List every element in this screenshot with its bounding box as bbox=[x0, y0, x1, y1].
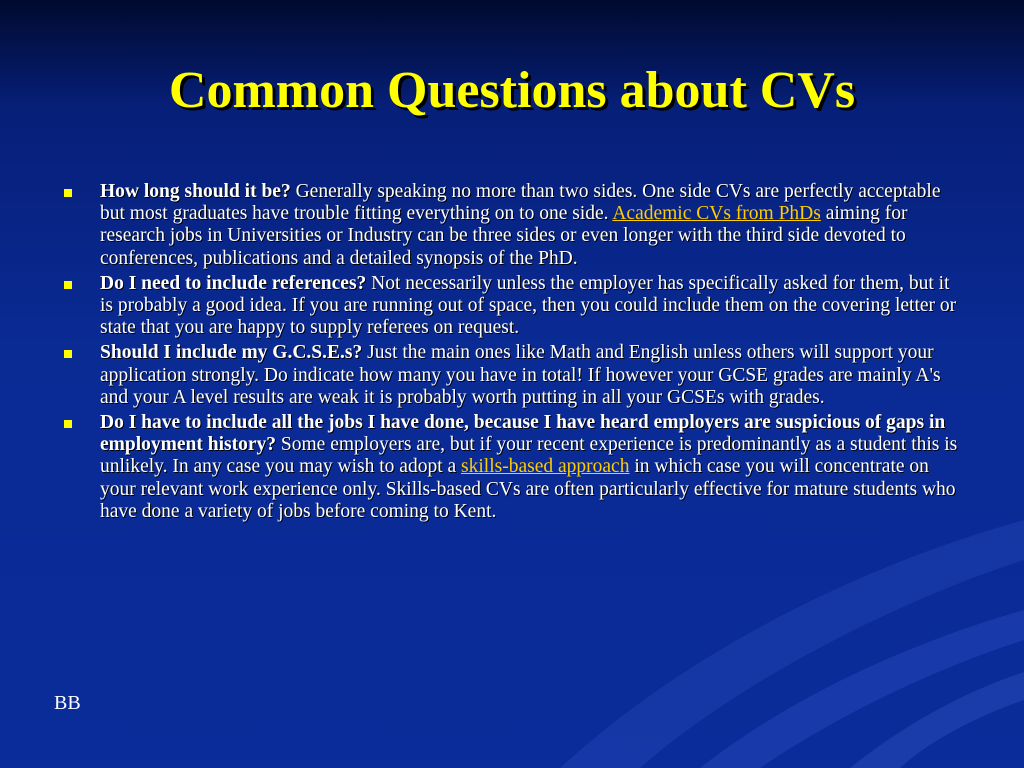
faq-answer-text: Some employers are, but if your recent experience is predominantly as a student this is unlikely. In any case you may wish to adopt a bbox=[100, 434, 958, 478]
faq-question: Do I have to include all the jobs I have done, because I have heard employers are suspicious of gaps in employment history? bbox=[100, 412, 946, 456]
faq-item-gcses bbox=[62, 342, 962, 409]
footer-initials: BB bbox=[54, 692, 81, 714]
slide-title: Common Questions about CVs bbox=[168, 62, 856, 119]
faq-question: How long should it be? bbox=[100, 181, 291, 202]
faq-answer-text: Just the main ones like Math and English unless others will support your application strongly. Do indicate how many you have in total! If however your GCSE grades are mainly A's and your A level results are weak it is probably worth putting in all your GCSEs with grades. bbox=[100, 342, 941, 408]
square-bullet-icon bbox=[64, 281, 72, 289]
faq-question: Do I need to include references? bbox=[100, 272, 367, 294]
faq-question: Should I include my G.C.S.E.s? bbox=[100, 342, 363, 364]
faq-answer-text: in which case you will concentrate on your relevant work experience only. Skills-based CVs are often particularly effective for mature students who have done a variety of jobs before coming to Kent. bbox=[100, 456, 956, 522]
academic-cvs-link[interactable]: Academic CVs from PhDs bbox=[612, 203, 821, 225]
faq-item-length bbox=[62, 181, 962, 270]
faq-item-jobs bbox=[62, 412, 962, 523]
faq-bullet-list bbox=[62, 181, 962, 526]
square-bullet-icon bbox=[64, 189, 72, 197]
square-bullet-icon bbox=[64, 350, 72, 358]
skills-based-approach-link[interactable]: skills-based approach bbox=[461, 456, 630, 478]
faq-answer-text: Not necessarily unless the employer has specifically asked for them, but it is probably a good idea. If you are running out of space, then you could include them on the covering letter or state that you are happy to supply referees on request. bbox=[100, 272, 957, 339]
faq-item-references bbox=[62, 273, 962, 340]
square-bullet-icon bbox=[64, 420, 72, 428]
faq-answer-text: aiming for research jobs in Universities or Industry can be three sides or even longer with the third side devoted to conferences, publications and a detailed synopsis of the PhD. bbox=[100, 203, 908, 269]
faq-answer-text: Generally speaking no more than two sides. One side CVs are perfectly acceptable but most graduates have trouble fitting everything on to one side. bbox=[100, 181, 941, 225]
